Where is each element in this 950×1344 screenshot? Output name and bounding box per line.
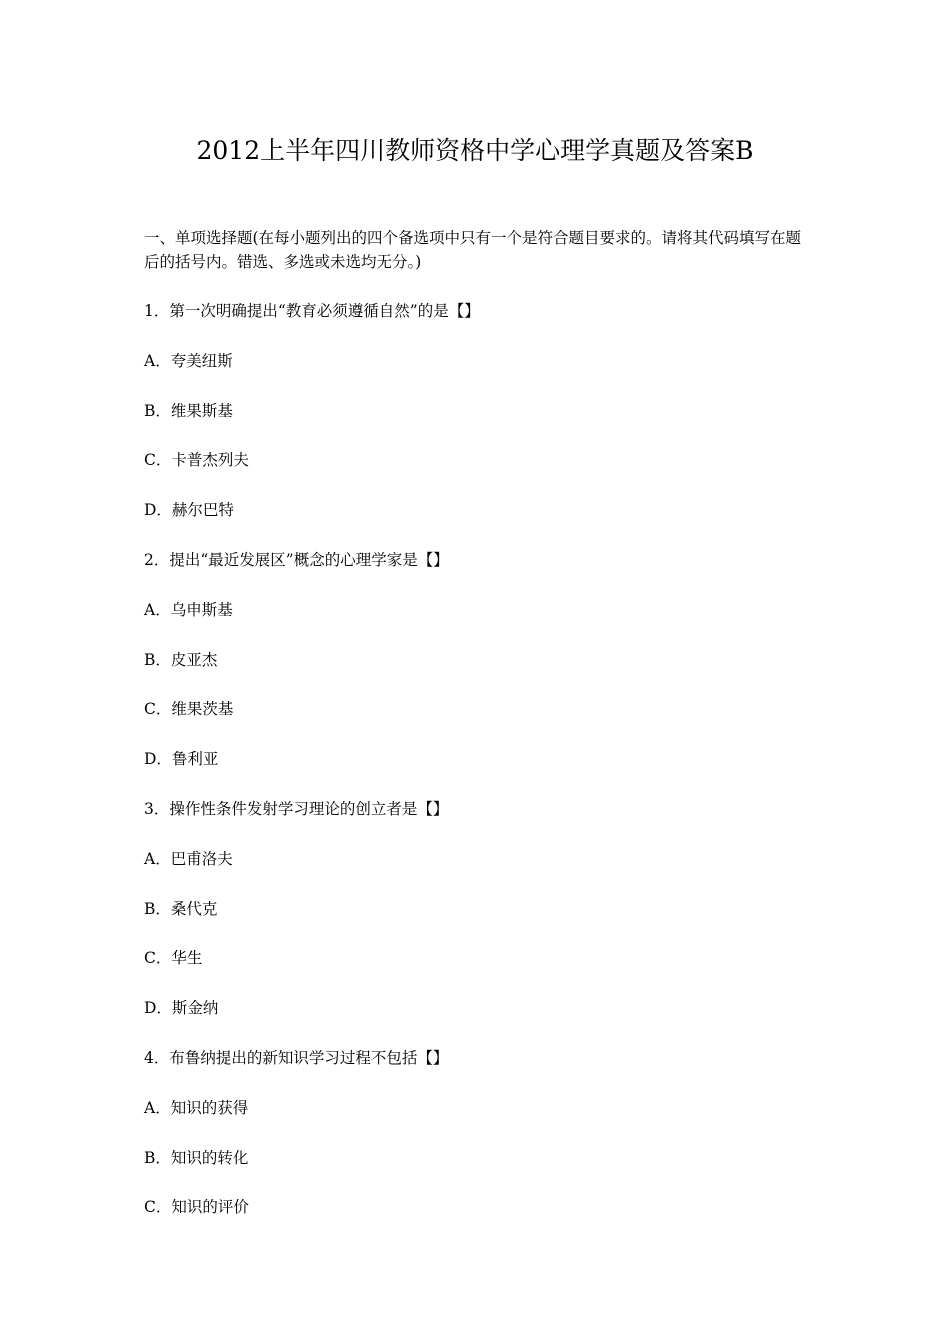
question-4-stem: 4．布鲁纳提出的新知识学习过程不包括【】 (144, 1048, 449, 1067)
question-2-option-b: B．皮亚杰 (144, 650, 218, 669)
question-1-stem: 1．第一次明确提出“教育必须遵循自然”的是【】 (144, 302, 480, 320)
question-3-option-d: D．斯金纳 (144, 999, 219, 1018)
question-4-option-c: C．知识的评价 (144, 1198, 249, 1217)
question-3-option-a: A．巴甫洛夫 (144, 849, 233, 868)
question-1-option-b: B．维果斯基 (144, 401, 233, 420)
question-2-stem: 2．提出“最近发展区”概念的心理学家是【】 (144, 550, 449, 569)
question-3-stem: 3．操作性条件发射学习理论的创立者是【】 (144, 799, 449, 818)
document-title: 2012上半年四川教师资格中学心理学真题及答案B (196, 136, 754, 165)
question-2-option-c: C．维果茨基 (144, 700, 234, 719)
question-3-option-b: B．桑代克 (144, 899, 218, 918)
section-instructions: 一、单项选择题(在每小题列出的四个备选项中只有一个是符合题目要求的。请将其代码填写在题后的括号内。错选、多选或未选均无分。) (144, 229, 802, 271)
question-list (144, 300, 814, 1246)
question-1-option-a: A．夸美纽斯 (144, 351, 233, 370)
question-1-option-c: C．卡普杰列夫 (144, 451, 249, 470)
question-2-option-a: A．乌申斯基 (144, 600, 233, 619)
question-1-option-d: D．赫尔巴特 (144, 501, 234, 520)
question-3-option-c: C．华生 (144, 949, 203, 968)
question-2-option-d: D．鲁利亚 (144, 750, 219, 769)
question-4-option-a: A．知识的获得 (144, 1098, 249, 1117)
question-4-option-b: B．知识的转化 (144, 1148, 249, 1167)
